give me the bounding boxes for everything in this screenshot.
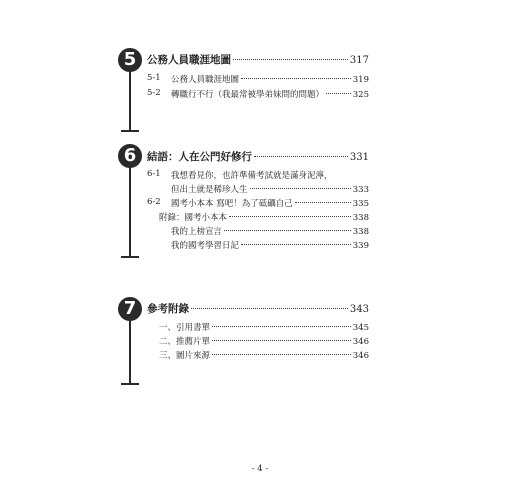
entry-title: 轉職行不行（我最常被學弟妹問的問題） bbox=[171, 90, 325, 100]
toc-entry[interactable] bbox=[171, 225, 369, 237]
toc-entry[interactable] bbox=[159, 321, 369, 333]
entry-page: 338 bbox=[352, 213, 369, 223]
chapter-title: 結語：人在公門好修行 bbox=[147, 151, 252, 163]
toc-entry[interactable] bbox=[171, 239, 369, 251]
entry-title: 公務人員職涯地圖 bbox=[171, 75, 240, 85]
entry-page: 335 bbox=[352, 199, 369, 209]
section-number: 6-2 bbox=[147, 197, 161, 207]
chapter-title: 公務人員職涯地圖 bbox=[147, 54, 231, 66]
section-number: 6-1 bbox=[147, 169, 161, 179]
leader-dots bbox=[191, 308, 348, 309]
toc-entry[interactable] bbox=[171, 73, 369, 85]
chapter-page: 317 bbox=[349, 55, 369, 66]
page-number: - 4 - bbox=[251, 464, 269, 474]
chapter-marker-line bbox=[129, 319, 131, 383]
section-number: 5-1 bbox=[147, 73, 161, 83]
leader-dots bbox=[212, 326, 351, 327]
leader-dots bbox=[295, 202, 351, 203]
entry-page: 346 bbox=[352, 337, 369, 347]
chapter-page: 331 bbox=[349, 152, 369, 163]
toc-entry[interactable] bbox=[171, 169, 333, 181]
chapter-number-badge: 7 bbox=[118, 297, 142, 321]
leader-dots bbox=[254, 156, 348, 157]
toc-entry[interactable] bbox=[171, 88, 369, 100]
chapter-number-marker bbox=[118, 144, 142, 168]
chapter-heading[interactable] bbox=[147, 149, 369, 164]
entry-title: 國考小本本 寫吧！為了砥礪自己 bbox=[171, 199, 293, 209]
chapter-marker-line bbox=[129, 70, 131, 130]
toc-entry[interactable] bbox=[159, 335, 369, 347]
chapter-title: 參考附錄 bbox=[147, 303, 189, 315]
chapter-marker-foot bbox=[121, 130, 139, 132]
toc-entry[interactable] bbox=[171, 197, 369, 209]
leader-dots bbox=[250, 188, 351, 189]
entry-title: 附錄：國考小本本 bbox=[159, 213, 228, 223]
toc-entry[interactable] bbox=[171, 183, 369, 195]
entry-title: 但出土就是稀珍人生 bbox=[171, 185, 248, 195]
chapter-marker-line bbox=[129, 166, 131, 256]
leader-dots bbox=[212, 354, 351, 355]
entry-page: 339 bbox=[352, 241, 369, 251]
chapter-number-badge: 6 bbox=[118, 144, 142, 168]
leader-dots bbox=[241, 78, 351, 79]
entry-title: 二、推薦片單 bbox=[159, 337, 211, 347]
section-number: 5-2 bbox=[147, 88, 161, 98]
entry-title: 三、圖片來源 bbox=[159, 351, 211, 361]
leader-dots bbox=[224, 230, 351, 231]
chapter-heading[interactable] bbox=[147, 52, 369, 67]
entry-page: 333 bbox=[352, 185, 369, 195]
entry-page: 346 bbox=[352, 351, 369, 361]
toc-entry[interactable] bbox=[159, 211, 369, 223]
entry-page: 325 bbox=[352, 90, 369, 100]
chapter-marker-foot bbox=[121, 256, 139, 258]
entry-title: 我的上榜宣言 bbox=[171, 227, 223, 237]
entry-page: 319 bbox=[352, 75, 369, 85]
chapter-page: 343 bbox=[349, 304, 369, 315]
leader-dots bbox=[229, 216, 351, 217]
toc-entry[interactable] bbox=[159, 349, 369, 361]
entry-page: 338 bbox=[352, 227, 369, 237]
entry-title: 一、引用書單 bbox=[159, 323, 211, 333]
leader-dots bbox=[212, 340, 351, 341]
leader-dots bbox=[241, 244, 351, 245]
chapter-heading[interactable] bbox=[147, 301, 369, 316]
chapter-number-marker bbox=[118, 48, 142, 72]
chapter-marker-foot bbox=[121, 383, 139, 385]
chapter-number-badge: 5 bbox=[118, 48, 142, 72]
leader-dots bbox=[233, 59, 348, 60]
entry-title: 我的國考學習日記 bbox=[171, 241, 240, 251]
leader-dots bbox=[326, 93, 351, 94]
chapter-number-marker bbox=[118, 297, 142, 321]
entry-page: 345 bbox=[352, 323, 369, 333]
entry-title: 我想看見你，也許準備考試就是滿身泥濘， bbox=[171, 171, 333, 181]
